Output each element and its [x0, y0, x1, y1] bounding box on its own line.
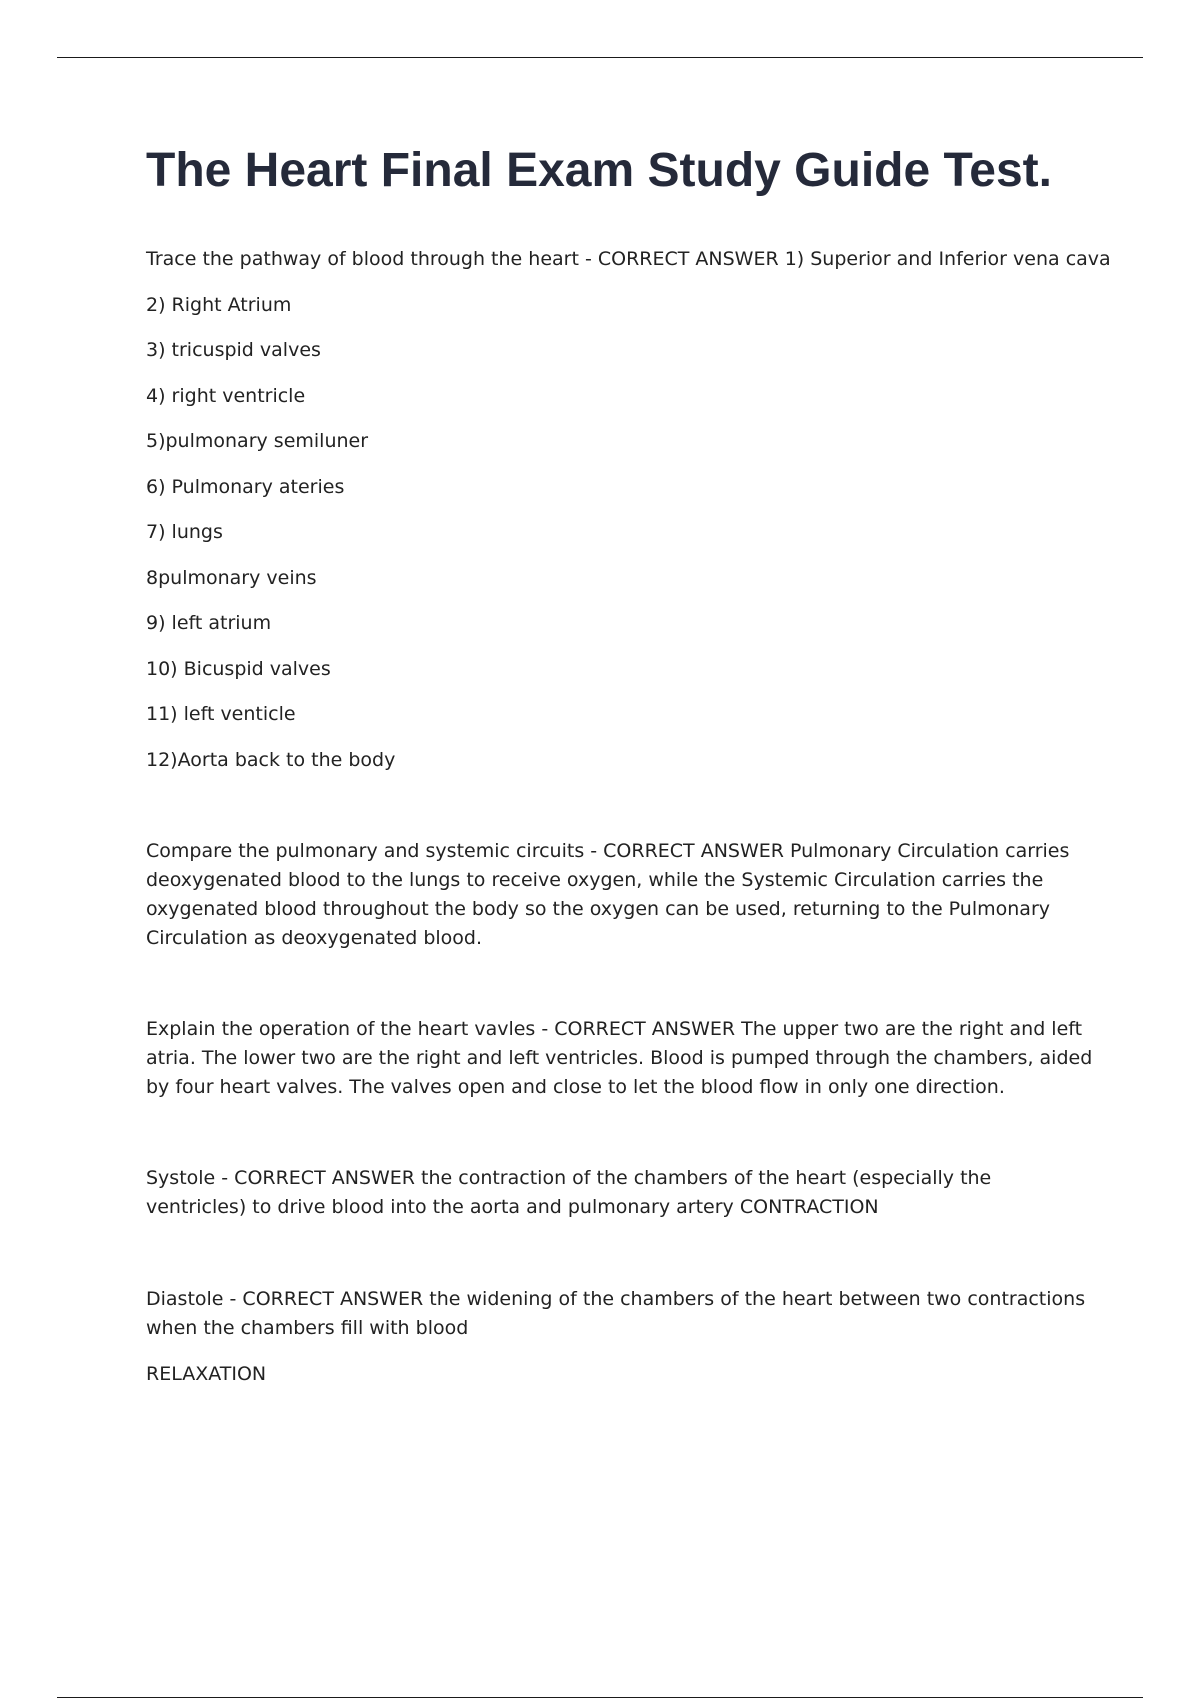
question-systole: Systole - CORRECT ANSWER the contraction of the chambers of the heart (especially the ventricles) to drive blood into the aorta and pulmonary artery CONTRACTION [146, 1167, 992, 1218]
document-title: The Heart Final Exam Study Guide Test. [146, 144, 1052, 197]
pathway-step-3: 3) tricuspid valves [146, 339, 321, 361]
question-diastole: Diastole - CORRECT ANSWER the widening of the chambers of the heart between two contractions when the chambers fill with blood [146, 1288, 1086, 1339]
question-heart-valves: Explain the operation of the heart vavles - CORRECT ANSWER The upper two are the right and left atria. The lower two are the right and left ventricles. Blood is pumped through the chambers, aided by four heart valves. The valves open and close to let the blood flow in only one direction. [146, 1018, 1093, 1098]
pathway-step-6: 6) Pulmonary ateries [146, 476, 345, 498]
header-rule [57, 57, 1143, 58]
pathway-step-2: 2) Right Atrium [146, 294, 292, 316]
question-trace-pathway: Trace the pathway of blood through the heart - CORRECT ANSWER 1) Superior and Inferior vena cava [146, 248, 1111, 270]
footer-rule [57, 1697, 1143, 1698]
pathway-step-4: 4) right ventricle [146, 385, 306, 407]
diastole-relaxation: RELAXATION [146, 1363, 267, 1385]
pathway-step-11: 11) left venticle [146, 703, 296, 725]
pathway-step-5: 5)pulmonary semiluner [146, 430, 369, 452]
pathway-step-10: 10) Bicuspid valves [146, 658, 331, 680]
question-compare-circuits: Compare the pulmonary and systemic circuits - CORRECT ANSWER Pulmonary Circulation carries deoxygenated blood to the lungs to receive oxygen, while the Systemic Circulation carries the oxygenated blood throughout the body so the oxygen can be used, returning to the Pulmonary Circulation as deoxygenated blood. [146, 840, 1070, 949]
pathway-step-12: 12)Aorta back to the body [146, 749, 396, 771]
pathway-step-9: 9) left atrium [146, 612, 272, 634]
pathway-step-8: 8pulmonary veins [146, 567, 317, 589]
pathway-step-7: 7) lungs [146, 521, 223, 543]
